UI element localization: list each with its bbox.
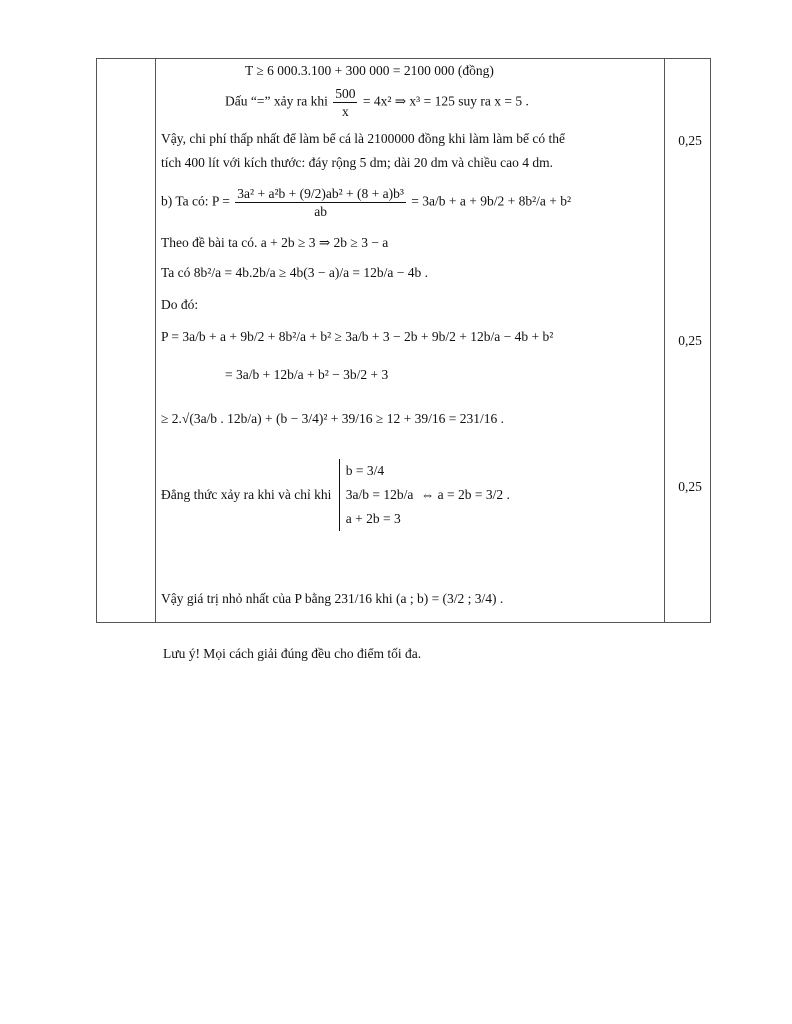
do-do-label: Do đó: xyxy=(161,297,199,312)
column-divider xyxy=(664,59,665,622)
score-cell: 0,25 xyxy=(678,333,702,348)
equality-system: Đẳng thức xảy ra khi và chỉ khi b = 3/4 3a/b = 12b/a a + 2b = 3 ⇔ a = 2b = 3/2 . xyxy=(161,459,510,531)
final-answer: Vậy giá trị nhỏ nhất của P bằng 231/16 khi (a ; b) = (3/2 ; 3/4) . xyxy=(161,591,504,606)
condition-line: Theo đề bài ta có. a + 2b ≥ 3 ⇒ 2b ≥ 3 − a xyxy=(161,235,389,250)
score-cell: 0,25 xyxy=(678,133,702,148)
answer-table xyxy=(96,58,711,623)
footnote: Lưu ý! Mọi cách giải đúng đều cho điểm tối đa. xyxy=(163,646,422,661)
p-estimate-line-2: = 3a/b + 12b/a + b² − 3b/2 + 3 xyxy=(225,367,389,382)
p-estimate-line-3: ≥ 2.√(3a/b . 12b/a) + (b − 3/4)² + 39/16 ≥ 12 + 39/16 = 231/16 . xyxy=(161,411,504,426)
p-estimate-line-1: P = 3a/b + a + 9b/2 + 8b²/a + b² ≥ 3a/b + 3 − 2b + 9b/2 + 12b/a − 4b + b² xyxy=(161,329,554,344)
equation-system-brace: b = 3/4 3a/b = 12b/a a + 2b = 3 xyxy=(339,459,414,531)
score-cell: 0,25 xyxy=(678,479,702,494)
conclusion-part-a: Vậy, chi phí thấp nhất để làm bể cá là 2100000 đồng khi làm làm bể có thể tích 400 lít với kích thước: đáy rộng 5 dm; dài 20 dm và chiều cao 4 dm. xyxy=(161,131,566,170)
column-divider xyxy=(155,59,156,622)
p-definition: b) Ta có: P = $\frac{\text{3a² + a²b + (9/2)ab² + (8 + a)b³}}{ab}$ = 3a/b + a + 9b/2 + 8b²/a + b² xyxy=(161,186,572,219)
equality-condition-line: Dấu “=” xảy ra khi $\frac{500}{x}$ = 4x² ⇒ x³ = 125 suy ra x = 5 . xyxy=(225,86,529,119)
t-inequality-line: T ≥ 6 000.3.100 + 300 000 = 2100 000 (đồng) xyxy=(245,63,494,78)
bound-8b2-line: Ta có 8b²/a = 4b.2b/a ≥ 4b(3 − a)/a = 12b/a − 4b . xyxy=(161,265,429,280)
